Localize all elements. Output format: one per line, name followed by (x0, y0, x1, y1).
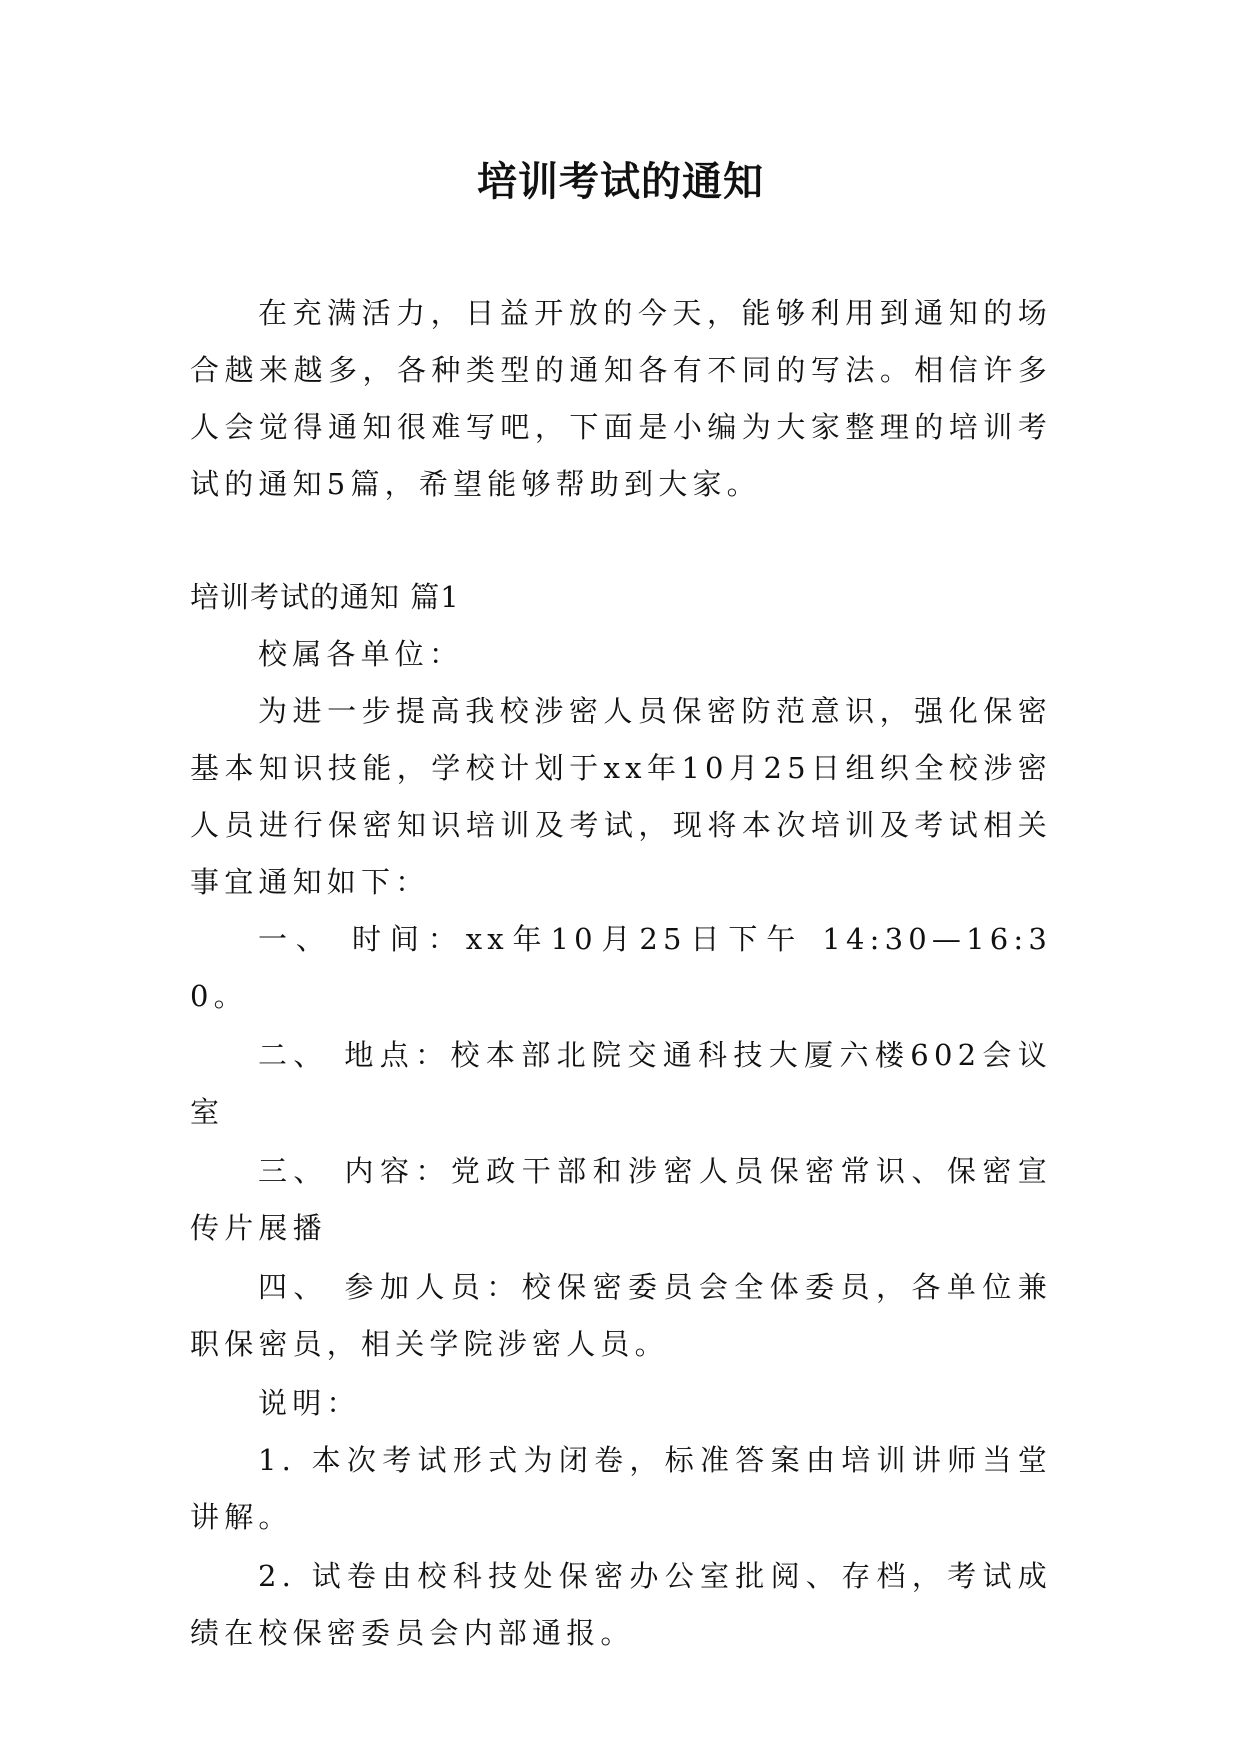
note-item: 1. 本次考试形式为闭卷，标准答案由培训讲师当堂讲解。 (190, 1443, 1052, 1534)
main-paragraph: 为进一步提高我校涉密人员保密防范意识，强化保密基本知识技能，学校计划于xx年10月25日组织全校涉密人员进行保密知识培训及考试，现将本次培训及考试相关事宜通知如下： (190, 694, 1052, 899)
list-item: 一、 时间：xx年10月25日下午 14:30—16:30。 (190, 922, 1052, 1013)
list-item: 三、 内容：党政干部和涉密人员保密常识、保密宣传片展播 (190, 1154, 1052, 1245)
intro-paragraph: 在充满活力，日益开放的今天，能够利用到通知的场合越来越多，各种类型的通知各有不同的写法。相信许多人会觉得通知很难写吧，下面是小编为大家整理的培训考试的通知5篇，希望能够帮助到大家。 (190, 296, 1052, 501)
note-item: 2. 试卷由校科技处保密办公室批阅、存档，考试成绩在校保密委员会内部通报。 (190, 1559, 1052, 1650)
section-heading: 培训考试的通知 篇1 (190, 580, 460, 614)
list-item: 二、 地点：校本部北院交通科技大厦六楼602会议室 (190, 1038, 1052, 1129)
list-item: 四、 参加人员：校保密委员会全体委员，各单位兼职保密员，相关学院涉密人员。 (190, 1270, 1052, 1361)
document-body (190, 285, 1052, 1664)
notes-heading: 说明： (258, 1386, 361, 1420)
document-title: 培训考试的通知 (477, 158, 764, 205)
salutation: 校属各单位： (258, 637, 464, 671)
